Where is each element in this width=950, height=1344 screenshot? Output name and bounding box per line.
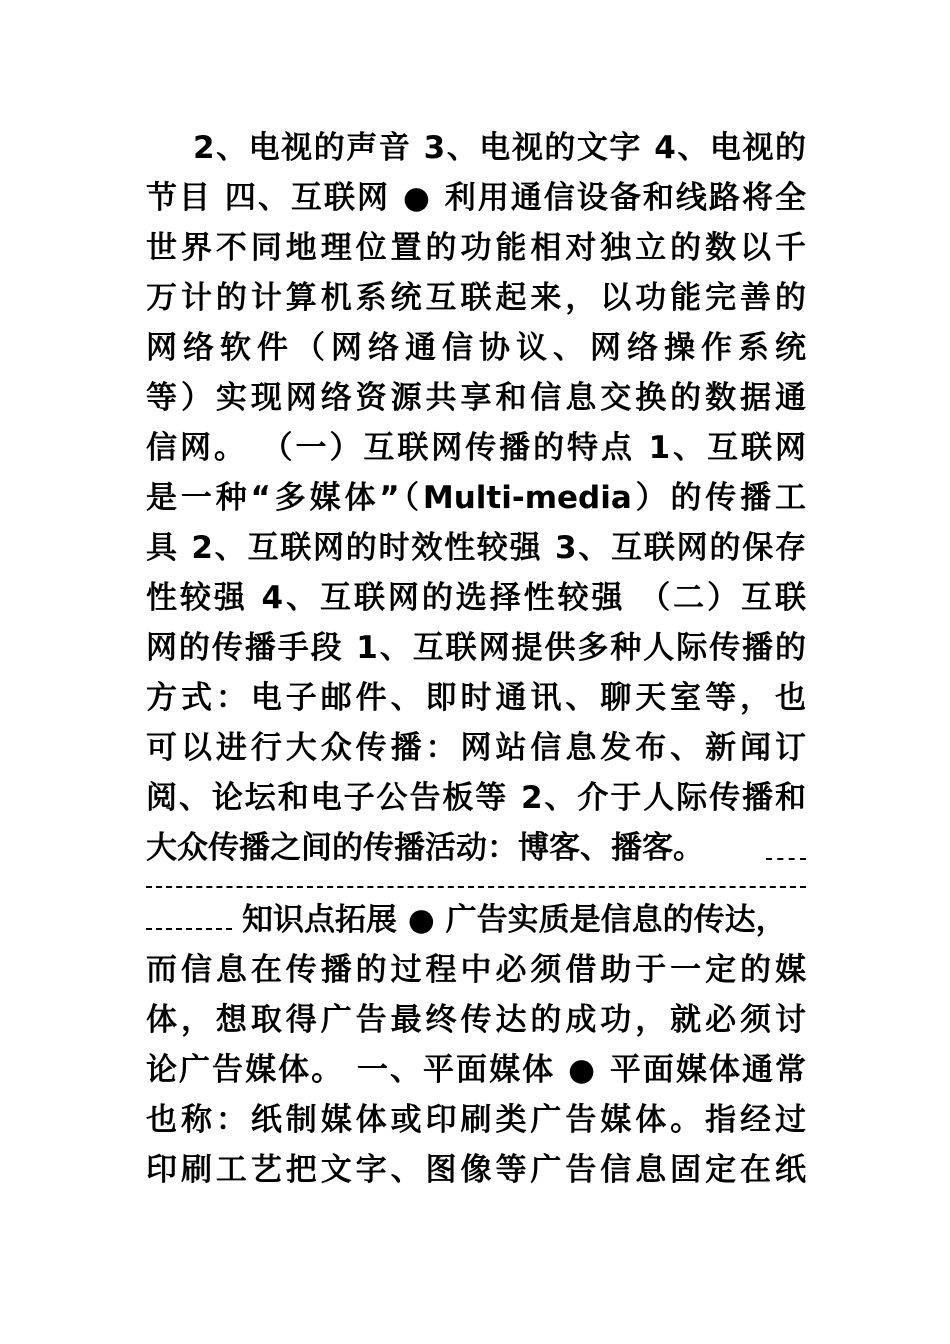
text-line: 具 2、互联网的时效性较强 3、互联网的保存 — [146, 530, 806, 566]
text-line: 也称：纸制媒体或印刷类广告媒体。指经过 — [146, 1102, 806, 1138]
text-line: 而信息在传播的过程中必须借助于一定的媒 — [146, 952, 806, 988]
text-line: 性较强 4、互联网的选择性较强 （二）互联 — [146, 580, 806, 616]
fill-in-blank-line — [766, 858, 806, 860]
text-line: 大众传播之间的传播活动：博客、播客。 — [146, 830, 704, 866]
text-line: 网的传播手段 1、互联网提供多种人际传播的 — [146, 630, 806, 666]
text-line: 2、电视的声音 3、电视的文字 4、电视的 — [193, 130, 806, 166]
text-line: 印刷工艺把文字、图像等广告信息固定在纸 — [146, 1152, 806, 1188]
text-line: 方式：电子邮件、即时通讯、聊天室等，也 — [146, 680, 806, 716]
text-line: 世界不同地理位置的功能相对独立的数以千 — [146, 230, 806, 266]
text-line: 万计的计算机系统互联起来，以功能完善的 — [146, 280, 806, 316]
text-line: 知识点拓展 ● 广告实质是信息的传达， — [242, 902, 787, 938]
fill-in-blank-line — [146, 928, 232, 930]
text-line: 网络软件（网络通信协议、网络操作系统 — [146, 330, 806, 366]
text-line: 是一种“多媒体”（Multi-media）的传播工 — [146, 480, 806, 516]
text-line: 阅、论坛和电子公告板等 2、介于人际传播和 — [146, 780, 806, 816]
fill-in-blank-line — [146, 886, 806, 888]
text-line: 等）实现网络资源共享和信息交换的数据通 — [146, 380, 806, 416]
text-line: 信网。 （一）互联网传播的特点 1、互联网 — [146, 430, 806, 466]
text-line: 论广告媒体。 一、平面媒体 ● 平面媒体通常 — [146, 1052, 806, 1088]
text-line: 体，想取得广告最终传达的成功，就必须讨 — [146, 1002, 806, 1038]
text-line: 可以进行大众传播：网站信息发布、新闻订 — [146, 730, 806, 766]
text-line: 节目 四、互联网 ● 利用通信设备和线路将全 — [146, 180, 806, 216]
